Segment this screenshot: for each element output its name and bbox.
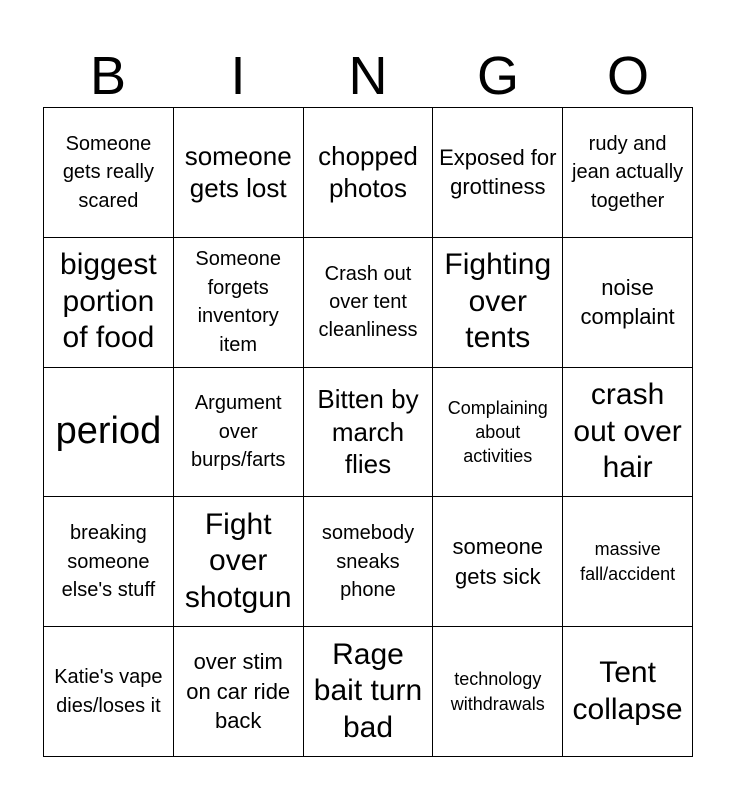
- cell-text: rudy and jean actually together: [572, 132, 684, 212]
- cell-text: Fighting over tents: [444, 248, 552, 355]
- bingo-cell[interactable]: [433, 238, 563, 368]
- bingo-cell[interactable]: [433, 108, 563, 238]
- bingo-cell[interactable]: [174, 368, 304, 498]
- bingo-cell[interactable]: [44, 627, 174, 757]
- bingo-cell[interactable]: [433, 497, 563, 627]
- bingo-cell[interactable]: [563, 497, 693, 627]
- cell-text: breaking someone else's stuff: [61, 522, 156, 601]
- bingo-header: [43, 44, 693, 108]
- header-letter-b: B: [89, 46, 127, 106]
- cell-text: Rage bait turn bad: [313, 637, 423, 744]
- bingo-cell[interactable]: [174, 238, 304, 368]
- cell-text: Bitten by march flies: [317, 383, 419, 480]
- bingo-cell[interactable]: [563, 368, 693, 498]
- bingo-cell[interactable]: [304, 627, 434, 757]
- bingo-cell[interactable]: [563, 238, 693, 368]
- cell-text: Someone forgets inventory item: [195, 248, 281, 356]
- bingo-cell[interactable]: [44, 108, 174, 238]
- cell-text: massive fall/accident: [580, 539, 676, 584]
- cell-text: chopped photos: [318, 140, 418, 204]
- header-letter-i: I: [230, 46, 246, 106]
- cell-text: period: [55, 410, 162, 453]
- bingo-cell[interactable]: [174, 497, 304, 627]
- bingo-cell[interactable]: [433, 368, 563, 498]
- cell-text: over stim on car ride back: [186, 649, 291, 734]
- cell-text: somebody sneaks phone: [321, 522, 415, 601]
- bingo-cell[interactable]: [44, 368, 174, 498]
- bingo-cell[interactable]: [174, 108, 304, 238]
- bingo-cell[interactable]: [304, 108, 434, 238]
- bingo-cell[interactable]: [304, 238, 434, 368]
- bingo-cell[interactable]: [304, 368, 434, 498]
- bingo-cell[interactable]: [174, 627, 304, 757]
- cell-text: technology withdrawals: [450, 669, 545, 714]
- bingo-cell[interactable]: [44, 497, 174, 627]
- cell-text: someone gets sick: [452, 534, 544, 589]
- bingo-cell[interactable]: [304, 497, 434, 627]
- cell-text: crash out over hair: [573, 378, 682, 485]
- cell-text: someone gets lost: [184, 140, 292, 204]
- bingo-cell[interactable]: [44, 238, 174, 368]
- bingo-cell[interactable]: [563, 108, 693, 238]
- cell-text: Complaining about activities: [447, 397, 548, 467]
- header-letter-g: G: [476, 46, 519, 106]
- cell-text: Exposed for grottiness: [439, 144, 557, 200]
- bingo-cell[interactable]: [433, 627, 563, 757]
- cell-text: Fight over shotgun: [184, 507, 292, 615]
- cell-text: Someone gets really scared: [62, 132, 154, 212]
- cell-text: Crash out over tent cleanliness: [318, 262, 418, 342]
- cell-text: Argument over burps/farts: [190, 392, 286, 472]
- header-letter-n: N: [348, 46, 388, 106]
- cell-text: noise complaint: [580, 274, 675, 330]
- header-letter-o: O: [606, 46, 649, 106]
- cell-text: biggest portion of food: [60, 248, 157, 355]
- cell-text: Tent collapse: [572, 656, 683, 726]
- bingo-cell[interactable]: [563, 627, 693, 757]
- cell-text: Katie's vape dies/loses it: [54, 666, 163, 717]
- bingo-board: [43, 107, 693, 757]
